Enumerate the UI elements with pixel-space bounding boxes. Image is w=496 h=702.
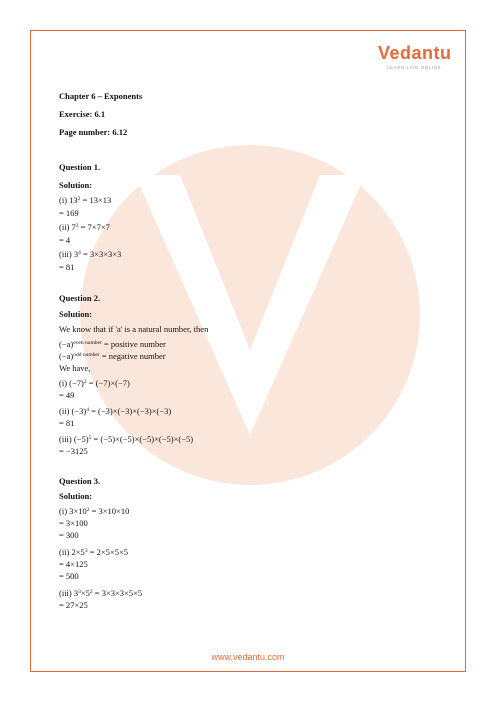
q3-part-i: (i) $3\times 10^2 = 3\times 10\times 10$ <box>59 506 130 516</box>
q3-part-ii-step: = 4×125 <box>59 559 88 569</box>
q1-part-iii-result: = 81 <box>59 262 75 272</box>
q3-part-iii-result: = 27×25 <box>59 600 88 610</box>
q2-part-iii: (iii) $(-5)^5 = (-5)\times(-5)\times(-5)\times(-5)\times(-5)$ <box>59 434 194 444</box>
question-2-solution-label: Solution: <box>59 309 93 319</box>
logo-tagline: LEARN LIVE ONLINE <box>386 65 442 70</box>
q3-part-ii: (ii) $2\times 5^3 = 2\times 5\times 5\times 5$ <box>59 547 128 557</box>
q2-rule-even: $(-a)^{even number}$ = positive number <box>59 339 166 349</box>
q1-part-ii-result: = 4 <box>59 235 71 245</box>
vedantu-logo[interactable] <box>378 43 450 70</box>
q3-part-i-step: = 3×100 <box>59 518 88 528</box>
question-1-solution-label: Solution: <box>59 180 93 190</box>
q3-part-iii: (iii) $3^3\times 5^2 = 3\times 3\times 3\times 5\times 5$ <box>59 588 143 598</box>
footer-website-link[interactable]: www.vedantu.com <box>211 652 285 662</box>
q2-part-ii-result: = 81 <box>59 418 75 428</box>
q2-part-i: (i) $(-7)^2 = (-7)\times(-7)$ <box>59 378 130 388</box>
q2-part-i-result: = 49 <box>59 390 75 400</box>
q1-part-i-result: = 169 <box>59 208 79 218</box>
q3-part-ii-result: = 500 <box>59 571 79 581</box>
logo-wordmark: Vedantu <box>378 43 452 63</box>
q2-intro: We know that if 'a' is a natural number, then <box>59 324 209 334</box>
chapter-heading: Chapter 6 – Exponents <box>59 91 143 101</box>
watermark-v-logo <box>75 115 425 515</box>
exercise-heading: Exercise: 6.1 <box>59 109 106 119</box>
question-3-solution-label: Solution: <box>59 491 93 501</box>
q2-part-ii: (ii) $(-3)^4 = (-3)\times(-3)\times(-3)\times(-3)$ <box>59 406 172 416</box>
q2-we-have: We have, <box>59 363 91 373</box>
q1-part-iii: (iii) $3^4 = 3\times 3\times 3\times 3$ <box>59 249 122 259</box>
page-number-heading: Page number: 6.12 <box>59 127 128 137</box>
question-2-title: Question 2. <box>59 293 101 303</box>
q3-part-i-result: = 300 <box>59 530 79 540</box>
question-1-title: Question 1. <box>59 162 101 172</box>
q1-part-ii: (ii) $7^3 = 7\times 7\times 7$ <box>59 222 110 232</box>
question-3-title: Question 3. <box>59 476 101 486</box>
q2-rule-odd: $(-a)^{odd number}$ = negative number <box>59 351 166 361</box>
q2-part-iii-result: = −3125 <box>59 446 88 456</box>
q1-part-i: (i) $13^2 = 13\times 13$ <box>59 195 112 205</box>
